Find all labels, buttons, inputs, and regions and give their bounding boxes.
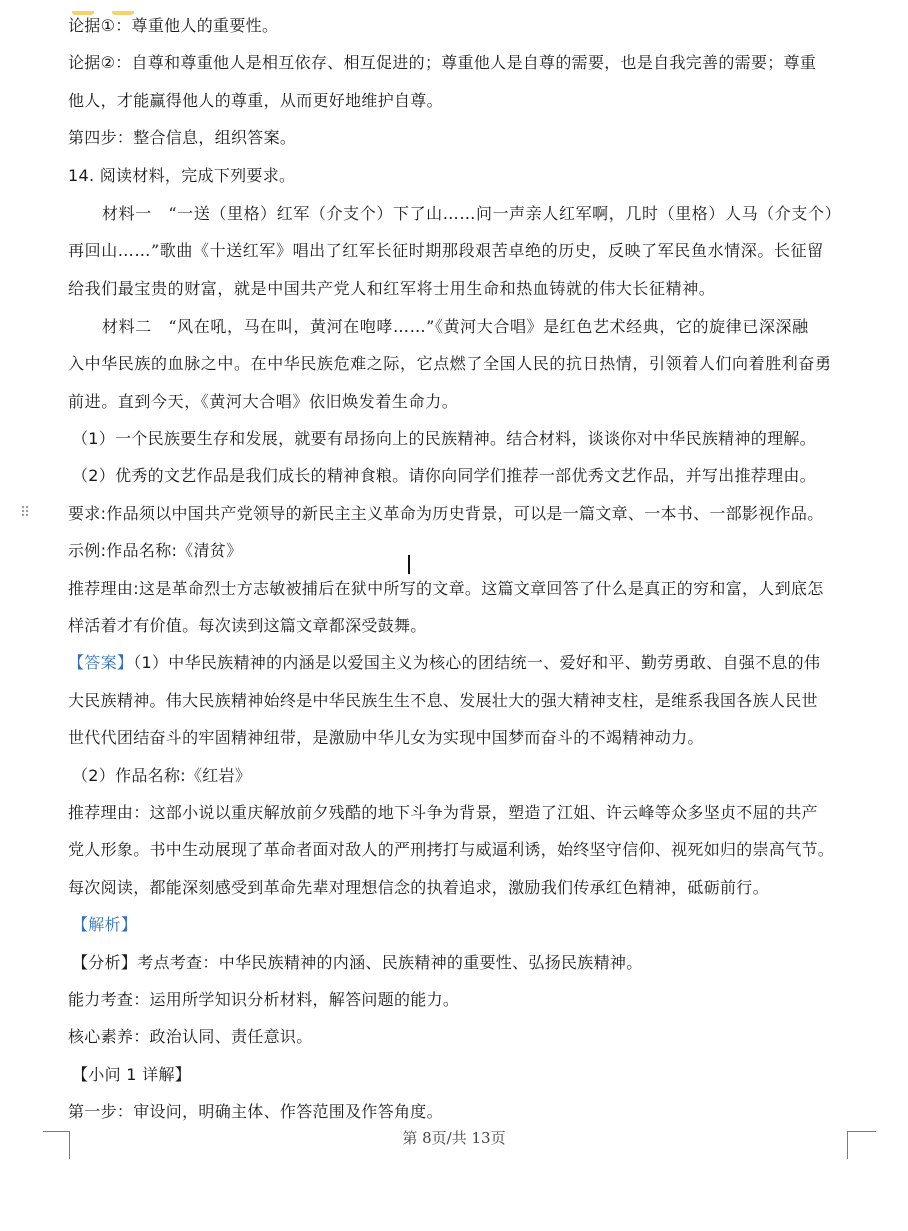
analysis-line: 能力考查：运用所学知识分析材料，解答问题的能力。 <box>68 990 460 1009</box>
analysis-line: 第一步：审设问，明确主体、作答范围及作答角度。 <box>68 1102 443 1121</box>
text-line: 第四步：整合信息，组织答案。 <box>68 128 297 147</box>
material-two-line: 前进。直到今天，《黄河大合唱》依旧焕发着生命力。 <box>68 392 459 411</box>
answer-line: 每次阅读，都能深刻感受到革命先辈对理想信念的执着追求，激励我们传承红色精神，砥砺前行。 <box>68 878 769 897</box>
answer-tag: 【答案】 <box>68 653 134 672</box>
reason-line: 推荐理由:这是革命烈士方志敏被捕后在狱中所写的文章。这篇文章回答了什么是真正的穷和富，人到底怎 <box>68 579 824 598</box>
reason-line: 样活着才有价值。每次读到这篇文章都深受鼓舞。 <box>68 616 427 635</box>
drag-handle-icon[interactable]: ⠿ <box>20 505 31 521</box>
analysis-heading: 【解析】 <box>72 915 138 934</box>
analysis-line: 【分析】考点考查：中华民族精神的内涵、民族精神的重要性、弘扬民族精神。 <box>72 953 643 972</box>
answer-work-name: （2）作品名称:《红岩》 <box>72 766 252 785</box>
material-two-line: 材料二 “风在吼，马在叫，黄河在咆哮……”《黄河大合唱》是红色艺术经典，它的旋律已深深融 <box>102 317 809 336</box>
answer-line: 大民族精神。伟大民族精神始终是中华民族生生不息、发展壮大的强大精神支柱，是维系我国各族人民世 <box>68 691 818 710</box>
answer-line: 【答案】（1）中华民族精神的内涵是以爱国主义为核心的团结统一、爱好和平、勤劳勇敢、自强不息的伟 <box>68 653 821 672</box>
sub-question-2: （2）优秀的文艺作品是我们成长的精神食粮。请你向同学们推荐一部优秀文艺作品，并写出推荐理由。 <box>72 466 816 485</box>
sub-question-1: （1）一个民族要生存和发展，就要有昂扬向上的民族精神。结合材料，谈谈你对中华民族精神的理解。 <box>72 429 816 448</box>
text-line: 论据②：自尊和尊重他人是相互依存、相互促进的；尊重他人是自尊的需要，也是自我完善的需要；尊重 <box>68 53 817 72</box>
example-line: 示例:作品名称:《清贫》 <box>68 541 243 560</box>
material-one-line: 给我们最宝贵的财富，就是中国共产党人和红军将士用生命和热血铸就的伟大长征精神。 <box>68 279 716 298</box>
text-line: 论据①：尊重他人的重要性。 <box>68 16 279 35</box>
answer-line: 世代代团结奋斗的牢固精神纽带，是激励中华儿女为实现中国梦而奋斗的不竭精神动力。 <box>68 728 704 747</box>
material-two-line: 入中华民族的血脉之中。在中华民族危难之际，它点燃了全国人民的抗日热情，引领着人们向着胜利奋勇 <box>68 354 832 373</box>
answer-line: 党人形象。书中生动展现了革命者面对敌人的严刑拷打与威逼利诱，始终坚守信仰、视死如归的崇高气节。 <box>68 840 835 859</box>
text-line: 他人，才能赢得他人的尊重，从而更好地维护自尊。 <box>68 91 443 110</box>
question-title: 14. 阅读材料，完成下列要求。 <box>68 166 296 185</box>
text-cursor <box>408 555 410 574</box>
analysis-line: 核心素养：政治认同、责任意识。 <box>68 1027 313 1046</box>
requirement-line: 要求:作品须以中国共产党领导的新民主主义革命为历史背景，可以是一篇文章、一本书、一部影视作品。 <box>68 504 824 523</box>
answer-line: 推荐理由：这部小说以重庆解放前夕残酷的地下斗争为背景，塑造了江姐、许云峰等众多坚贞不屈的共产 <box>68 803 818 822</box>
highlight-marks <box>72 0 212 4</box>
page-footer: 第 8页/共 13页 <box>402 1129 506 1147</box>
material-one-line: 材料一 “一送（里格）红军（介支个）下了山……问一声亲人红军啊，几时（里格）人马（介支个） <box>102 204 842 223</box>
sub-heading: 【小问 1 详解】 <box>72 1065 192 1084</box>
material-one-line: 再回山……”歌曲《十送红军》唱出了红军长征时期那段艰苦卓绝的历史，反映了军民鱼水情深。长征留 <box>68 241 824 260</box>
